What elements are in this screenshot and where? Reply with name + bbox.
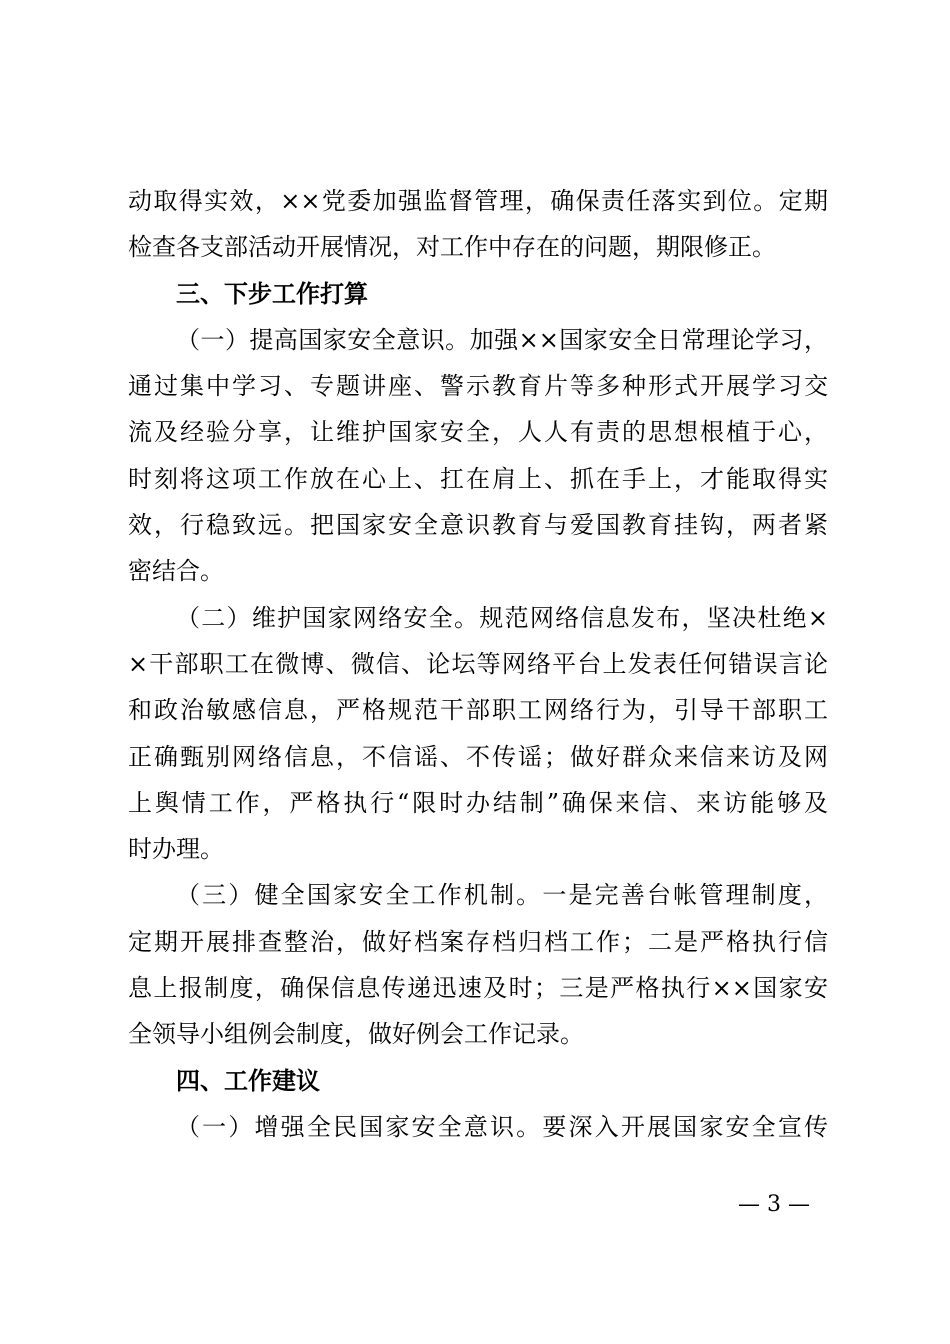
paragraph-line: 息上报制度，确保信息传递迅速及时；三是严格执行××国家安 [128, 974, 828, 1003]
section-heading: 四、工作建议 [176, 1065, 320, 1095]
paragraph-line: 全领导小组例会制度，做好例会工作记录。 [128, 1020, 584, 1049]
paragraph-line: 通过集中学习、专题讲座、警示教育片等多种形式开展学习交 [128, 372, 828, 401]
paragraph-line: （三）健全国家安全工作机制。一是完善台帐管理制度， [176, 881, 828, 910]
paragraph-line: 效，行稳致远。把国家安全意识教育与爱国教育挂钩，两者紧 [128, 511, 828, 540]
paragraph-line: ×干部职工在微博、微信、论坛等网络平台上发表任何错误言论 [128, 649, 828, 678]
paragraph-line: 密结合。 [128, 557, 224, 586]
section-heading: 三、下步工作打算 [176, 278, 368, 308]
body-text [128, 178, 828, 1150]
paragraph-line: （一）增强全民国家安全意识。要深入开展国家安全宣传 [176, 1112, 828, 1141]
paragraph-line: 检查各支部活动开展情况，对工作中存在的问题，期限修正。 [128, 233, 776, 262]
page-number: — 3 — [738, 1192, 810, 1217]
paragraph-line: 和政治敏感信息，严格规范干部职工网络行为，引导干部职工 [128, 696, 828, 725]
paragraph-line: 时办理。 [128, 835, 224, 864]
paragraph-line: 上舆情工作，严格执行“限时办结制”确保来信、来访能够及 [128, 788, 828, 817]
paragraph-line: 动取得实效，××党委加强监督管理，确保责任落实到位。定期 [128, 187, 828, 215]
paragraph-line: 时刻将这项工作放在心上、扛在肩上、抓在手上，才能取得实 [128, 464, 828, 493]
paragraph-line: 流及经验分享，让维护国家安全，人人有责的思想根植于心， [128, 418, 828, 447]
paragraph-line: （一）提高国家安全意识。加强××国家安全日常理论学习， [176, 325, 828, 354]
paragraph-line: （二）维护国家网络安全。规范网络信息发布，坚决杜绝× [176, 603, 828, 632]
paragraph-line: 定期开展排查整治，做好档案存档归档工作；二是严格执行信 [128, 927, 828, 956]
paragraph-line: 正确甄别网络信息，不信谣、不传谣；做好群众来信来访及网 [128, 742, 828, 771]
